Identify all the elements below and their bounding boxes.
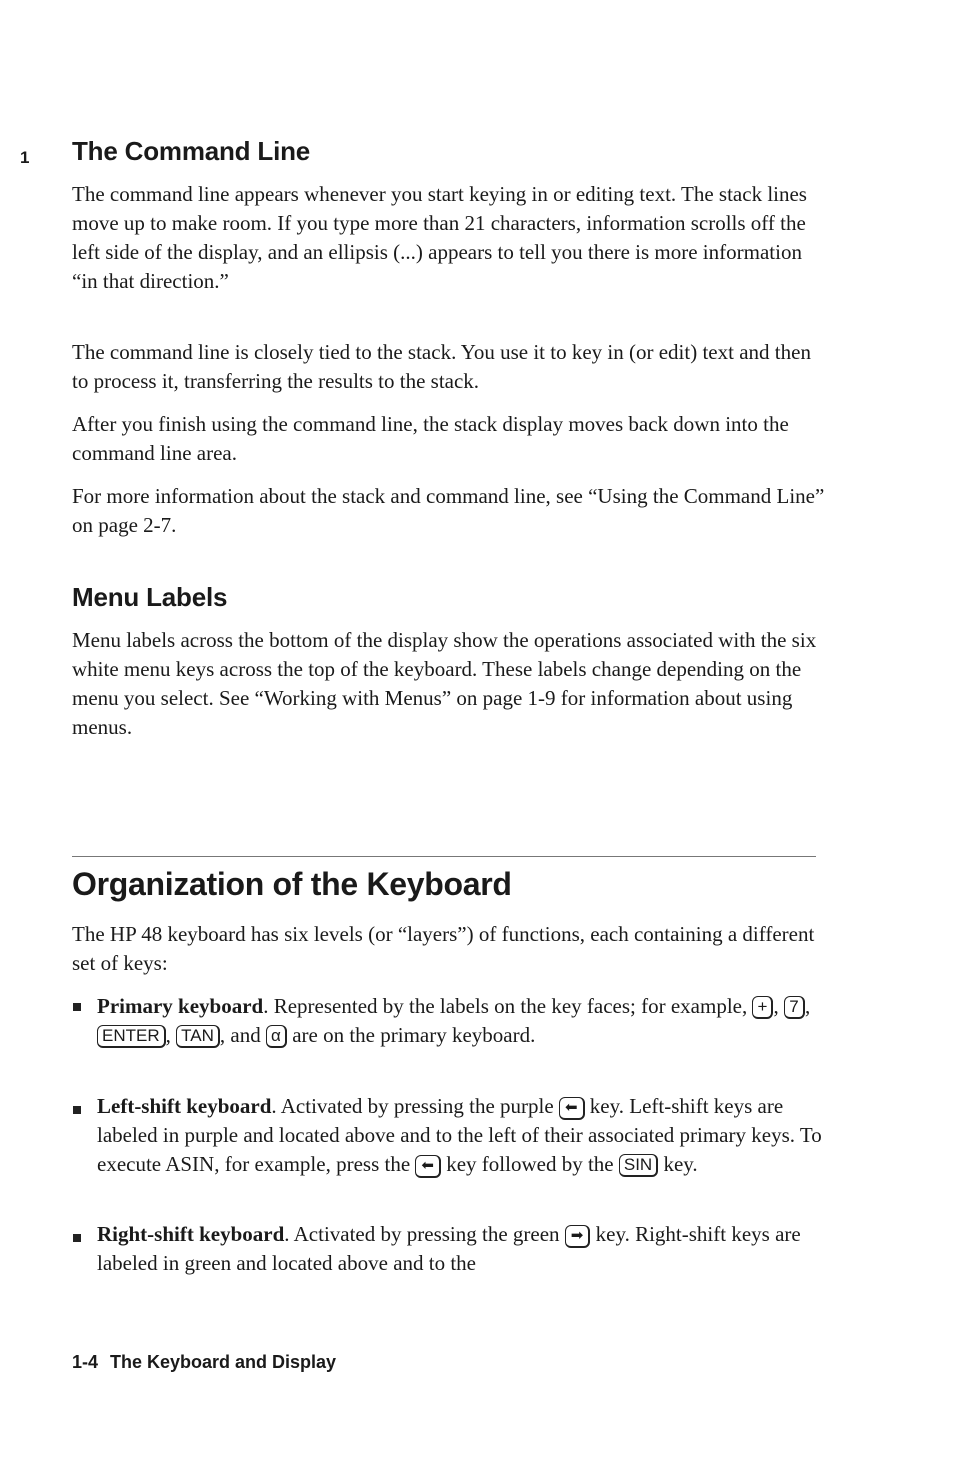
sin-key: SIN [619, 1154, 658, 1177]
chapter-margin-mark: 1 [20, 148, 30, 167]
seven-key: 7 [784, 996, 805, 1019]
footer-title: The Keyboard and Display [110, 1352, 337, 1372]
bullet-marker [73, 1106, 81, 1114]
term-right-shift-keyboard: Right-shift keyboard [97, 1222, 285, 1246]
alpha-key: α [266, 1025, 287, 1048]
term-left-shift-keyboard: Left-shift keyboard [97, 1094, 272, 1118]
paragraph-command-line-1: The command line appears whenever you start keying in or editing text. The stack lines move up to make room. If you type more than 21 characters, information scrolls off the left side of the display, and an ellipsis (...) appears to tell you there is more information “in that direction.” [72, 182, 807, 293]
tan-key: TAN [176, 1025, 220, 1048]
paragraph-keyboard-intro: The HP 48 keyboard has six levels (or “layers”) of functions, each containing a different set of keys: [72, 922, 815, 975]
heading-command-line: The Command Line [72, 136, 311, 166]
heading-menu-labels: Menu Labels [72, 582, 228, 612]
left-shift-key-icon: ⬅ [415, 1155, 441, 1178]
page-number: 1-4 [72, 1352, 99, 1372]
left-shift-key-icon: ⬅ [559, 1097, 585, 1120]
enter-key: ENTER [97, 1025, 166, 1048]
term-primary-keyboard: Primary keyboard [97, 994, 264, 1018]
bullet-marker [73, 1234, 81, 1242]
heading-organization-keyboard: Organization of the Keyboard [72, 866, 512, 902]
paragraph-menu-labels: Menu labels across the bottom of the display show the operations associated with the six white menu keys across the top of the keyboard. These labels change depending on the menu you select. See “Working with Menus” on page 1-9 for information about using menus. [72, 628, 817, 739]
paragraph-command-line-2: The command line is closely tied to the stack. You use it to key in (or edit) text and then to process it, transferring the results to the stack. [72, 340, 811, 393]
paragraph-command-line-4: For more information about the stack and command line, see “Using the Command Line” on page 2-7. [72, 484, 825, 537]
bullet-marker [73, 1003, 81, 1011]
list-item-right-shift-keyboard: Right-shift keyboard. Activated by pressing the green ➡ key. Right-shift keys are labeled in green and located above and to the [97, 1222, 801, 1275]
right-shift-key-icon: ➡ [565, 1225, 591, 1248]
page-footer [72, 1352, 336, 1373]
chapter-divider-rule [72, 856, 816, 857]
plus-key: + [752, 996, 773, 1019]
paragraph-command-line-3: After you finish using the command line, the stack display moves back down into the command line area. [72, 412, 789, 465]
list-item-primary-keyboard: Primary keyboard. Represented by the labels on the key faces; for example, + , 7 , ENTER , TAN , and α are on the primary keyboard. [97, 994, 811, 1047]
list-item-left-shift-keyboard: Left-shift keyboard. Activated by pressing the purple ⬅ key. Left-shift keys are labeled in purple and located above and to the left of their associated primary keys. To execute ASIN, for example, press the ⬅ key followed by the SIN key. [97, 1094, 822, 1176]
